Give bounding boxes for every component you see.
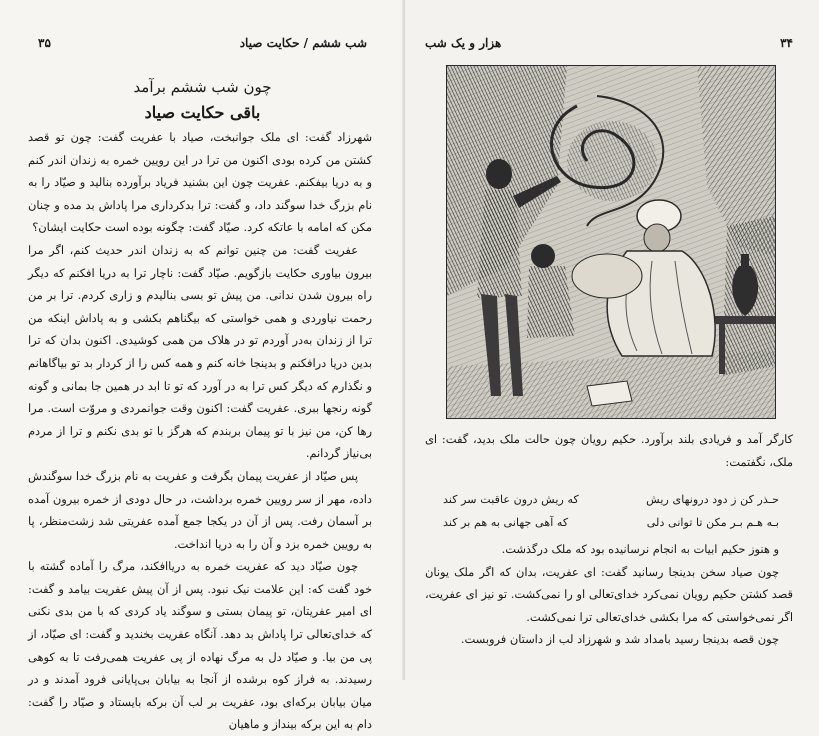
paragraph: چون قصه بدینجا رسید بامداد شد و شهرزاد لب از داستان فروبست.	[460, 632, 779, 647]
paragraph: پس صیّاد از عفریت پیمان بگرفت و عفریت به نام بزرگ خدا سوگندش داده، مهر از سر رویین خمره برداشت، در حال دودی از خمره بیرون آمده بر آسمان رفت. پس از آن در یکجا جمع آمده عفریتی شد زشت‌منظر، پا به رویین خمره بزد و آن را به دریا انداخت.	[28, 468, 372, 551]
paragraph: شهرزاد گفت: ای ملک جوانبخت، صیاد با عفریت گفت: چون تو قصد کشتن من کرده بودی اکنون من ترا در این رویین خمره به زندان اندر کنم و به دریا بیفکنم. عفریت چون این بشنید فریاد برآورده بنالید و صیّاد را به نام بزرگ خدا سوگند داد، و گفت: ترا بدکرداری مرا پاداش بد مده و چنان مکن که امامه با عاتکه کرد. صیّاد گفت: چگونه بوده است حکایت ایشان؟	[28, 130, 372, 235]
paragraph: عفریت گفت: من چنین توانم که به زندان اندر حدیث کنم، اگر مرا بیرون بیاوری حکایت بازگویم. صیّاد گفت: ناچار ترا به دریا افکنم که دیگر راه بیرون شدن ندانی. من پیش تو بسی بنالیدم و زاری کردم. ترا بر من رحمت نیاوردی و همی خواستی که بیگناهم بکشی و به پاداش اینکه من ترا از زندان به‌در آوردم تو در هلاک من همی کوشیدی. اکنون بدان که ترا بدین دریا درافکنم و بدینجا خانه کنم و همه کس را از کردار بد تو بیاگاهانم و نگذارم که دیگر کس ترا به در آورد که تو تا ابد در همین جا بمانی و گونه گونه رنجها ببری. عفریت گفت: اکنون وقت جوانمردی و مروّت است. مرا رها کن، من نیز با تو پیمان بربندم که هرگز با تو بدی نکنم و ترا از مردم بی‌نیاز گردانم.	[28, 242, 372, 461]
body-text-left	[28, 126, 372, 736]
engraving-illustration	[446, 65, 776, 419]
hemistich: حـذر کن ز دود درونهای ریش	[646, 493, 779, 506]
left-page	[0, 0, 405, 732]
paragraph: و هنوز حکیم ابیات به انجام نرسانیده بود که ملک درگذشت.	[501, 542, 779, 556]
verse-line	[443, 511, 779, 534]
body-text-right	[425, 538, 793, 651]
running-head-title: شب ششم / حکایت صیاد	[239, 36, 367, 50]
paragraph: چون صیّاد دید که عفریت خمره به دریاافکند، مرگ را آماده گشته با خود گفت که: این علامت نیک نبود. پس از آن پیش عفریت بیامد و گفت: ای امیر عفریتان، تو پیمان بستی و سوگند یاد کردی که با من بدی نکنی که خدای‌تعالی ترا پاداش بد دهد. آنگاه عفریت بخندید و گفت: ای صیّاد، از پی من بیا. و صیّاد دل به مرگ نهاده از پی عفریت همی‌رفت تا به کوهی رسیدند. به فراز کوه برشده از آنجا به بیابان بی‌پایانی فرود آمدند و در میان بیابان برکه‌ای بود، عفریت بر لب آن برکه بایستاد و صیّاد را گفت: دام به این برکه بینداز و ماهیان	[28, 559, 372, 732]
verse-block	[443, 488, 779, 534]
paragraph: کارگر آمد و فریادی بلند برآورد. حکیم رویان چون حالت ملک بدید، گفت: ای ملک، نگفتمت:	[425, 432, 793, 469]
hemistich: که ریش درون عاقبت سر کند	[443, 493, 579, 506]
page-number: ۳۴	[780, 36, 793, 50]
running-head-left	[38, 36, 367, 50]
hemistich: که آهی جهانی به هم بر کند	[443, 516, 569, 529]
section-title: باقی حکایت صیاد	[144, 103, 261, 122]
paragraph: چون صیاد سخن بدینجا رسانید گفت: ای عفریت، بدان که اگر ملک یونان قصد کشتن حکیم رویان نمی‌کرد خدای‌تعالی او را نمی‌کشت. تو نیز ای عفریت، اگر نمی‌خواستی که مرا بکشی خدای‌تعالی ترا نمی‌کشت.	[425, 564, 793, 624]
running-head-right	[425, 36, 793, 50]
hemistich: بـه هـم بـر مکن تا توانی دلی	[646, 516, 779, 529]
right-page	[405, 0, 819, 680]
page-number: ۳۵	[38, 36, 51, 50]
verse-line	[443, 488, 779, 511]
chapter-title: چون شب ششم برآمد	[133, 78, 272, 96]
running-head-title: هزار و یک شب	[425, 36, 502, 50]
